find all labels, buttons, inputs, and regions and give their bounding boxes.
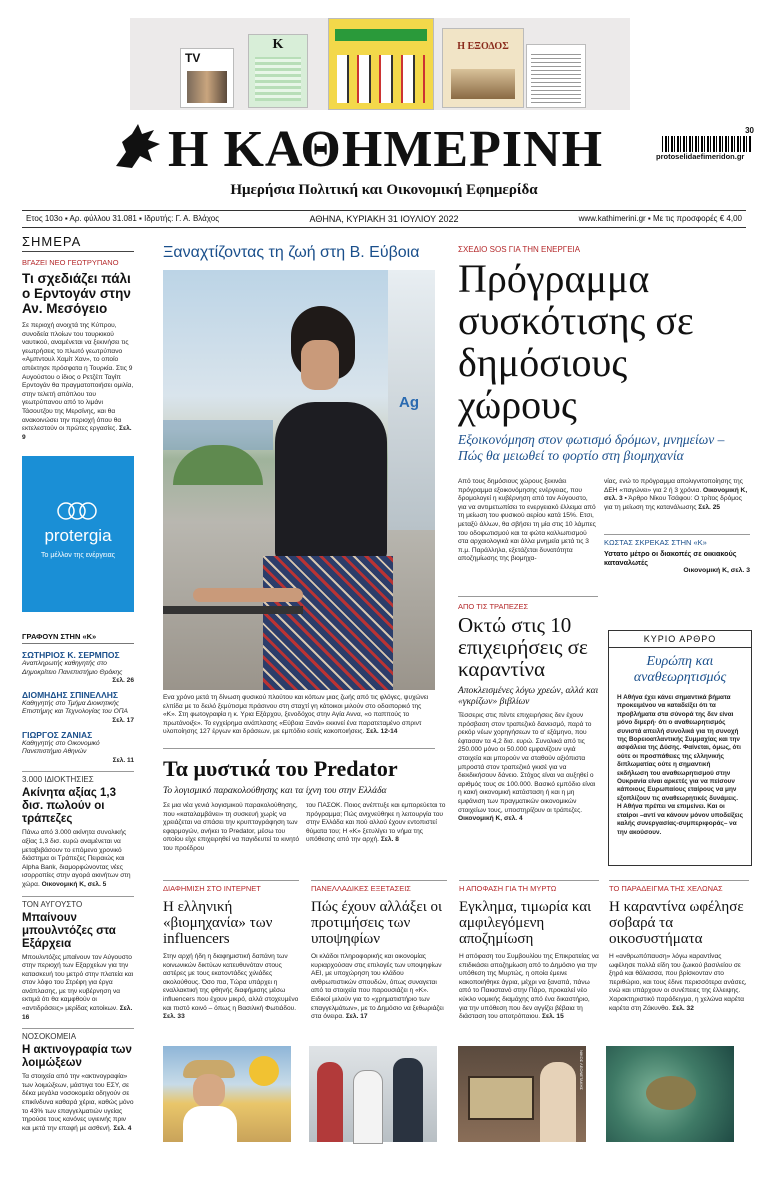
skrekas-label: ΚΩΣΤΑΣ ΣΚΡΕΚΑΣ ΣΤΗΝ «Κ» xyxy=(604,538,707,547)
newspaper-title[interactable]: Η ΚΑΘΗΜΕΡΙΝΗ xyxy=(168,121,604,178)
masthead xyxy=(0,118,768,178)
protergia-brand: protergia xyxy=(44,526,112,545)
comics-insert-thumb[interactable] xyxy=(328,18,434,110)
evia-headline[interactable]: Ξαναχτίζοντας τη ζωή στη Β. Εύβοια xyxy=(163,244,420,261)
story-headline-erdogan[interactable]: Τι σχεδιάζει πάλι ο Ερντογάν στην Αν. Μεσόγειο xyxy=(22,271,131,316)
story-headline-infections[interactable]: Η ακτινογραφία των λοιμώξεων xyxy=(22,1044,132,1070)
turtle-icon xyxy=(646,1076,696,1110)
newspaper-insert-thumb[interactable] xyxy=(526,44,586,108)
story-body: Πάνω από 3.000 ακίνητα συνολικής αξίας 1,3 δισ. ευρώ αναμένεται να μεταβιβάσουν το επόμενο χρονικό διάστημα οι Τράπεζες Πειραιώς και Alpha Bank, διαμορφώνοντας νέες ισορροπίες στην αγορά ακινήτων στη χώρα. Οικονομική Κ, σελ. 5 xyxy=(22,829,131,888)
writer-role: Αναπληρωτής καθηγητής στο Δημοκρίτειο Πανεπιστήμιο Θράκης xyxy=(22,660,123,676)
bottom-body: Οι κλάδοι πληροφορικής και οικονομίας κυριαρχούσαν στις επιλογές των υποψηφίων ΑΕΙ, με υποχώρηση του κλάδου ανθρωπιστικών σπουδών, όπως συναγεται από τα στοιχεία που παρουσιάζει η «Κ». Ειδικοί μιλούν για το «χρηματιστήριο των επαγγελμάτων», με το Δημόσιο να ξεθωριάζει στα όνειρα. Σελ. 17 xyxy=(311,953,444,1021)
banks-body: Τέσσερις στις πέντε επιχειρήσεις δεν έχουν πρόσβαση στον τραπεζικό δανεισμό, παρά το ρεκόρ νέων χορηγήσεων το α' εξάμηνο, που έφτασαν τα 4,2 δισ. ευρώ. Συνολικά από τις 250.000 μόνο οι 50.000 εμφανίζουν υγιά στοιχεία και μπορούν να σταθούν αξιόπιστα μπροστά στον τραπεζικό γκισέ για να διεκδικήσουν δάνειο. Στόχος είναι να αυξηθεί ο αριθμός τους σε 100.000. Βασικό εμπόδιο είναι η κακή οικονομική κατάσταση ή και η μη εμφάνιση των πραγματικών οικονομικών στοιχείων τους, υποστηρίζουν οι τράπεζες. Οικονομική Κ, σελ. 4 xyxy=(458,712,596,823)
photo-skirt xyxy=(263,556,393,690)
lead-headline[interactable]: Πρόγραμμα συσκότισης σε δημόσιους χώρους xyxy=(458,256,694,427)
inserts-strip xyxy=(130,18,630,110)
skrekas-ref: Οικονομική Κ, σελ. 3 xyxy=(683,567,750,574)
today-label: ΣΗΜΕΡΑ xyxy=(22,234,134,252)
price-info: www.kathimerini.gr ▪ Με τις προσφορές € 4,00 xyxy=(578,214,742,223)
divider xyxy=(163,748,435,749)
editorial-box xyxy=(608,630,752,866)
photo-top xyxy=(183,1106,237,1146)
comics-insert-image xyxy=(337,55,425,103)
bottom-kicker: ΔΙΑΦΗΜΙΣΗ ΣΤΟ ΙΝΤΕΡΝΕΤ xyxy=(163,880,299,893)
influencer-photo[interactable] xyxy=(163,1046,291,1142)
bottom-headline[interactable]: Εγκλημα, τιμωρία και αμφιλεγόμενη αποζημίωση xyxy=(459,899,592,947)
evia-photo[interactable] xyxy=(163,270,435,690)
tv-insert-label: TV xyxy=(185,51,201,65)
story-body: Σε περιοχή ανοιχτά της Κύπρου, συνοδεία πλοίων του τουρκικού ναυτικού, αναμένεται να ξεκινήσει τις γεωτρήσεις το πλωτό γεωτρύπανο «Αμπντουλ Χαμίτ Χαν», το οποίο απέκτησε πρόσφατα η Τουρκία. Στις 9 Αυγούστου ο ίδιος ο Ρετζέπ Ταγίπ Ερντογάν θα πραγματοποιήσει ομιλία, στην τελετή απόπλου του γεωτρύπανου από το λιμάνι Τάσουτζου της Μερσίνης, και θα ανακοινώσει την περιοχή όπου θα εκτελεστούν οι πρώτες εργασίες. Σελ. 9 xyxy=(22,322,134,441)
lead-body-col2: νίας, ενώ το πρόγραμμα απολιγνιτοποίησης της ΔΕΗ «παγώνει» για 2 ή 3 χρόνια. Οικονομική Κ, σελ. 3 ▪ Άρθρο Νίκου Τσάφου: Ο τρίτος δρόμος για τη μείωση της κατανάλωσης Σελ. 25 xyxy=(604,478,748,511)
story-headline-exarchia[interactable]: Μπαίνουν μπουλντόζες στα Εξάρχεια xyxy=(22,911,116,950)
editorial-body: Η Αθήνα έχει κάνει σημαντικά βήματα προκειμένου να καταδείξει ότι τα προβλήματα στα σύνορά της δεν είναι μόνο διμερή· ότι ο αναθεωρητισμός συνιστά απειλή συνολικά για τη συνοχή της Βορειοατλαντικής Συμμαχίας και την ασφάλεια της Δύσης. Φαίνεται, όμως, ότι ούτε οι προσπάθειες της ελληνικής διπλωματίας ούτε η σημαντική εκδήλωση του αναθεωρητισμού στην Ουκρανία είναι αρκετές για να πείσουν κάποιους Ευρωπαίους εταίρους να μην εξοπλίζουν τις αναθεωρητικές δυνάμεις. Η Αθήνα πρέπει να επιμείνει. Και οι εταίροι –αντί να κάνουν μόνον υποδείξεις καλής συνεργασίας-συμπεριφοράς– να την ακούσουν. xyxy=(617,694,743,836)
photo-shrub xyxy=(173,445,263,485)
story-headline-properties[interactable]: Ακίνητα αξίας 1,3 δισ. πωλούν οι τράπεζες xyxy=(22,787,117,826)
writer-item[interactable] xyxy=(22,730,134,766)
bottom-story-exams xyxy=(311,880,447,1022)
writer-ref: Σελ. 26 xyxy=(112,677,134,685)
photo-student xyxy=(317,1062,343,1142)
issue-info: Ετος 103ο ▪ Αρ. φύλλου 31.081 ▪ Ιδρυτής: Γ. Α. Βλάχος xyxy=(26,214,220,223)
protergia-ad[interactable] xyxy=(22,456,134,612)
story-kicker: 3.000 ΙΔΙΟΚΤΗΣΙΕΣ xyxy=(22,771,134,784)
k-insert-label: K xyxy=(272,37,284,52)
writer-role: Καθηγητής στο Οικονομικό Πανεπιστήμιο Αθηνών xyxy=(22,739,100,756)
lead-body-col1: Από τους δημόσιους χώρους ξεκινάει πρόγραμμα εξοικονόμησης ενέργειας, που δρομολογεί η κυβέρνηση από τον Αύγουστο, για να αντιμετωπίσει το ενεργειακό έλλειμα από τη μείωση του φυσικού αερίου κατά 15%. Ετσι, μεταξύ άλλων, θα σβήσει τη μία στις 10 λάμπες του οδοφωτισμού και τα φώτα καλλωπισμού στα αρχαιολογικά και άλλα μνημεία μετά τις 3 π.μ. Παράλληλα, εξετάζεται δυνατότητα αποζημίωσης της βιομηχα- xyxy=(458,478,596,563)
lead-subhead: Εξοικονόμηση στον φωτισμό δρόμων, μνημείων – Πώς θα μειωθεί το φορτίο στη βιομηχανία xyxy=(458,432,725,463)
evia-caption: Ενα χρόνο μετά τη δίνωση φυσικού πλούτου και κόπων μιας ζωής από τις φλόγες, ψυχώνει ελπίδα με το δειλό ξεμύτισμα πράσινου στη σταχτί γη κάτοικοι μιλούν στο οδοιπορικό της «Κ». Στη φωτογραφία η κ. Υρια Εξάρχου, ξενοδόχος στην Αγία Αννα, «ο παππούς το πρωτάνοιξε». Το εγχείρημα ανάπλασης «Εύβοια Ξανά» εκκινεί ένα παρατεταμένο σπριντ υλοποίησης 127 έργων και δράσεων, με εμπόδιο εσείς κακοποιήσεις. Σελ. 12-14 xyxy=(163,694,429,736)
bottom-headline[interactable]: Πώς έχουν αλλάξει οι προτιμήσεις των υποψηφίων xyxy=(311,899,443,947)
protergia-logo-icon xyxy=(52,498,102,524)
writer-name: ΓΙΩΡΓΟΣ ΖΑΝΙΑΣ xyxy=(22,729,93,740)
barcode-site: protoselidaefimeridon.gr xyxy=(656,152,745,161)
predator-body-col1: Σε μια νέα γενιά λογισμικού παρακολούθησης, που «καταλαμβάνει» τη συσκευή χωρίς να χρειάζεται να σπάσει την κρυπτογράφηση των εφαρμογών, ανήκει το Predator, μέσω του οποίου είχε επιχειρηθεί να παγιδευτεί το κινητό του προέδρου xyxy=(163,802,300,852)
lead-kicker: ΣΧΕΔΙΟ SOS ΓΙΑ ΤΗΝ ΕΝΕΡΓΕΙΑ xyxy=(458,245,581,254)
photo-top xyxy=(275,402,387,562)
photo-credit: ΝΙΚΟΣ ΛΕΟΝΕΤΑΚΗΣ xyxy=(579,1050,584,1090)
photo-court-sign xyxy=(468,1076,534,1120)
writers-title: ΓΡΑΦΟΥΝ ΣΤΗΝ «Κ» xyxy=(22,632,134,644)
divider xyxy=(604,534,750,535)
issue-date: ΑΘΗΝΑ, ΚΥΡΙΑΚΗ 31 ΙΟΥΛΙΟΥ 2022 xyxy=(309,214,459,224)
griffin-logo-icon xyxy=(112,122,164,172)
comics-insert-banner xyxy=(335,29,427,41)
banks-kicker: ΑΠΟ ΤΙΣ ΤΡΑΠΕΖΕΣ xyxy=(458,602,529,611)
editorial-label: ΚΥΡΙΟ ΑΡΘΡΟ xyxy=(609,631,751,648)
sunflower-icon xyxy=(249,1056,279,1086)
dateline-bar xyxy=(22,210,746,228)
bottom-kicker: ΤΟ ΠΑΡΑΔΕΙΓΜΑ ΤΗΣ ΧΕΛΩΝΑΣ xyxy=(609,880,749,893)
writer-role: Καθηγητής στο Τμήμα Διοικητικής Επιστήμης και Τεχνολογίας του ΟΠΑ xyxy=(22,699,128,716)
tv-insert-thumb[interactable] xyxy=(180,48,234,108)
story-body: Μπουλντόζες μπαίνουν τον Αύγουστο στην περιοχή των Εξαρχείων για την κατασκευή του μετρό στην πλατεία και στον λόφο του Στρέφη για έργα ανάπλασης, με την κυβέρνηση να εκτιμά ότι θα καμφθούν οι «αντιδράσεις» μερίδας κατοίκων. Σελ. 16 xyxy=(22,953,134,1021)
bottom-story-influencers xyxy=(163,880,299,1022)
bottom-body: Η απόφαση του Συμβουλίου της Επικρατείας να επιδικάσει αποζημίωση από το Δημόσιο για την υπόθεση της Μυρτώς, η οποία έμεινε κακοποιήθηκε άγρια, μέχρι να ξαναπά, πάνω από το Πακιστανό στην Πάρο, προκαλεί νέο κύκλο νομικής διαμάχης από ένα δικαστήριο, για την υπόθεση που δεν αγγίζει βέβαια τη διάσταση του αποτρόπαιου. Σελ. 15 xyxy=(459,953,599,1021)
photo-sign: Ag xyxy=(399,394,419,411)
story-kicker: ΝΟΣΟΚΟΜΕΙΑ xyxy=(22,1028,134,1041)
predator-headline[interactable]: Τα μυστικά του Predator xyxy=(163,756,398,781)
exodos-insert-label: Η ΕΞΟΔΟΣ xyxy=(457,41,509,52)
barcode-number: 30 xyxy=(745,126,754,135)
tv-insert-image xyxy=(187,71,227,103)
bottom-body: Η «ανθρωπόπαυση» λόγω καραντίνας ωφέλησε πολλά είδη του ζωικού βασιλείου σε ξηρά και θάλασσα, που βρίσκονταν στο περιθώριο, και τους έδινε περισσότερα ανάσες, ενώ και υπάρχουν οι συνέπειες της έλλειψης. Χαρακτηριστικό παράδειγμα, η χελώνα καρέτα καρέτα στη Ζάκυνθο. Σελ. 32 xyxy=(609,953,747,1012)
protergia-tagline: Το μέλλον της ενέργειας xyxy=(40,552,116,559)
newspaper-insert-image xyxy=(531,51,581,103)
k-insert-thumb[interactable] xyxy=(248,34,308,108)
exodos-insert-thumb[interactable] xyxy=(442,28,524,108)
banks-headline[interactable]: Οκτώ στις 10 επιχειρήσεις σε καραντίνα xyxy=(458,613,588,681)
writer-name: ΣΩΤΗΡΙΟΣ Κ. ΣΕΡΜΠΟΣ xyxy=(22,650,120,660)
divider xyxy=(458,596,598,597)
photo-face xyxy=(301,340,339,390)
bottom-headline[interactable]: Η καραντίνα ωφέλησε σοβαρά τα οικοσυστήματα xyxy=(609,899,744,947)
writer-ref: Σελ. 17 xyxy=(112,716,134,724)
left-column xyxy=(22,234,134,1132)
exams-photo[interactable] xyxy=(309,1046,437,1142)
bottom-story-turtle xyxy=(609,880,749,1013)
story-kicker: ΤΟΝ ΑΥΓΟΥΣΤΟ xyxy=(22,896,134,909)
predator-body-col2: του ΠΑΣΟΚ. Ποιος ανέπτυξε και εμπορεύεται το πρόγραμμα; Πώς ανιχνεύθηκε η λειτουργία του στην Ελλάδα και πού αλλού έχουν εντοπιστεί θύματα του; Η «Κ» ξετυλίγει το νήμα της υπόθεσης από την αρχή. Σελ. 8 xyxy=(306,802,446,844)
newspaper-subtitle: Ημερήσια Πολιτική και Οικονομική Εφημερίδα xyxy=(230,182,538,198)
bottom-kicker: Η ΑΠΟΦΑΣΗ ΓΙΑ ΤΗ ΜΥΡΤΩ xyxy=(459,880,599,893)
banks-subhead: Αποκλεισμένες λόγω χρεών, αλλά και «γκρίζων» βιβλίων xyxy=(458,686,599,707)
photo-railing xyxy=(163,606,303,614)
barcode xyxy=(656,126,754,166)
barcode-bars xyxy=(662,136,752,152)
story-body: Τα στοιχεία από την «ακτινογραφία» των λοιμώξεων, μάστιγα του ΕΣΥ, σε δέκα μεγάλα νοσοκομεία οδηγούν σε επικίνδυνα καθαρά χέρια, καθώς μόνο το 43% των επαγγελματιών υγείας τηρούσε τους κανόνες υγιεινής πριν και μετά την επαφή με ασθενή. Σελ. 4 xyxy=(22,1073,134,1132)
exodos-insert-image xyxy=(451,69,515,99)
bottom-headline[interactable]: Η ελληνική «βιομηχανία» των influencers xyxy=(163,899,273,947)
turtle-photo[interactable] xyxy=(606,1046,734,1142)
editorial-headline[interactable]: Ευρώπη και αναθεωρητισμός xyxy=(633,654,727,685)
predator-subhead: Το λογισμικό παρακολούθησης και τα ίχνη του στην Ελλάδα xyxy=(163,786,387,796)
photo-face xyxy=(193,1074,225,1108)
bottom-kicker: ΠΑΝΕΛΛΑΔΙΚΕΣ ΕΞΕΤΑΣΕΙΣ xyxy=(311,880,447,893)
photo-student xyxy=(393,1058,423,1142)
bottom-body: Στην αρχή ήδη η διαφημιστική δαπάνη των κοινωνικών δικτύων κατευθυνόταν στους αστέρες με τους εκατοντάδες χιλιάδες ακολούθους. Όσο πια, Τώρα υπάρχει η εναλλακτική της φθηνής διαφήμισης μέσω influencers που έχουν μικρό, αλλά στοχευμένο και πιστό κοινό – όπως η Βασιλική Φωτιάδου. Σελ. 33 xyxy=(163,953,299,1021)
bottom-story-myrto xyxy=(459,880,599,1022)
photo-person xyxy=(540,1062,576,1142)
k-insert-image xyxy=(255,57,301,101)
myrto-photo[interactable] xyxy=(458,1046,586,1142)
photo-student xyxy=(353,1070,383,1144)
story-kicker: ΒΓΑΖΕΙ ΝΕΟ ΓΕΩΤΡΥΠΑΝΟ xyxy=(22,258,119,267)
skrekas-headline[interactable]: Υστατο μέτρο οι διακοπές σε οικιακούς καταναλωτές xyxy=(604,549,737,567)
writer-name: ΔΙΟΜΗΔΗΣ ΣΠΙΝΕΛΛΗΣ xyxy=(22,689,118,700)
photo-arm xyxy=(193,588,303,602)
writer-item[interactable] xyxy=(22,650,134,686)
writer-item[interactable] xyxy=(22,690,134,726)
writers-list xyxy=(22,650,134,765)
writer-ref: Σελ. 11 xyxy=(112,756,134,764)
